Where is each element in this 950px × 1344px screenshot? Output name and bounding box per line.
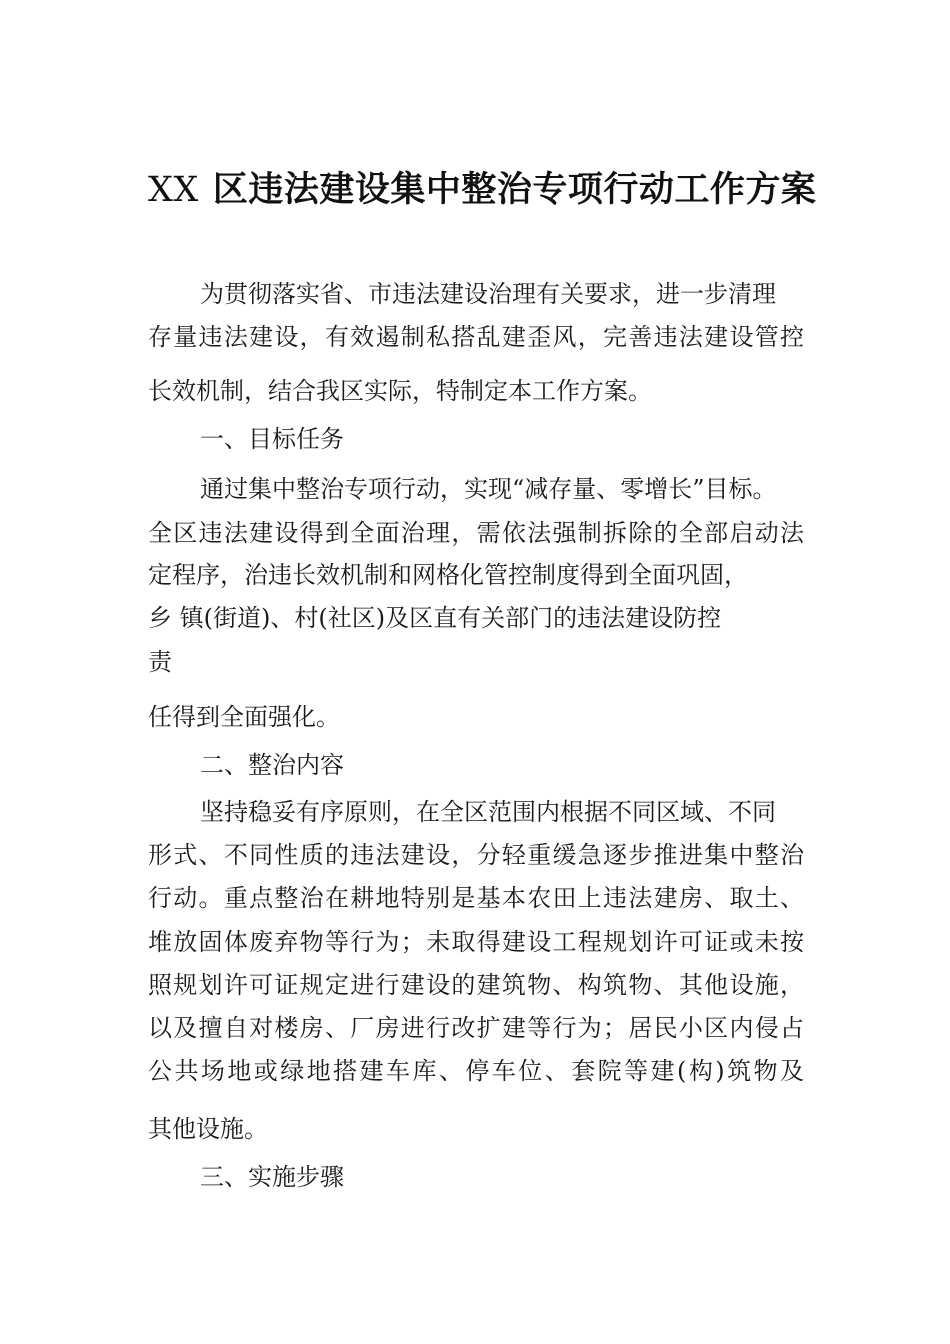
paragraph-line: 全区违法建设得到全面治理，需依法强制拆除的全部启动法 — [148, 519, 804, 547]
paragraph-line: 定程序，治违长效机制和网格化管控制度得到全面巩固， — [148, 561, 748, 589]
paragraph-line: 以及擅自对楼房、厂房进行改扩建等行为；居民小区内侵占 — [148, 1014, 804, 1042]
paragraph-line: 责 — [148, 648, 172, 676]
paragraph-line: 长效机制，结合我区实际，特制定本工作方案。 — [148, 377, 652, 405]
paragraph-line: 存量违法建设，有效遏制私搭乱建歪风，完善违法建设管控 — [148, 323, 804, 351]
section-heading: 三、实施步骤 — [200, 1163, 344, 1191]
paragraph-line: 通过集中整治专项行动，实现“减存量、零增长”目标。 — [200, 475, 777, 503]
paragraph-line: 乡 镇(街道)、村(社区)及区直有关部门的违法建设防控 — [148, 604, 722, 632]
section-heading: 二、整治内容 — [200, 751, 344, 779]
paragraph-line: 坚持稳妥有序原则，在全区范围内根据不同区域、不同 — [200, 798, 776, 826]
paragraph-line: 其他设施。 — [148, 1115, 268, 1143]
paragraph-line: 为贯彻落实省、市违法建设治理有关要求，进一步清理 — [200, 280, 776, 308]
title-prefix: XX — [148, 170, 199, 210]
paragraph-line: 行动。重点整治在耕地特别是基本农田上违法建房、取土、 — [148, 884, 804, 912]
paragraph-line: 形式、不同性质的违法建设，分轻重缓急逐步推进集中整治 — [148, 841, 804, 869]
title-main: 区违法建设集中整治专项行动工作方案 — [212, 170, 817, 210]
paragraph-line: 公共场地或绿地搭建车库、停车位、套院等建(构)筑物及 — [148, 1057, 804, 1085]
paragraph-line: 任得到全面强化。 — [148, 703, 340, 731]
paragraph-line: 照规划许可证规定进行建设的建筑物、构筑物、其他设施， — [148, 971, 804, 999]
section-heading: 一、目标任务 — [200, 425, 344, 453]
document-title — [148, 162, 817, 212]
paragraph-line: 堆放固体废弃物等行为；未取得建设工程规划许可证或未按 — [148, 928, 804, 956]
